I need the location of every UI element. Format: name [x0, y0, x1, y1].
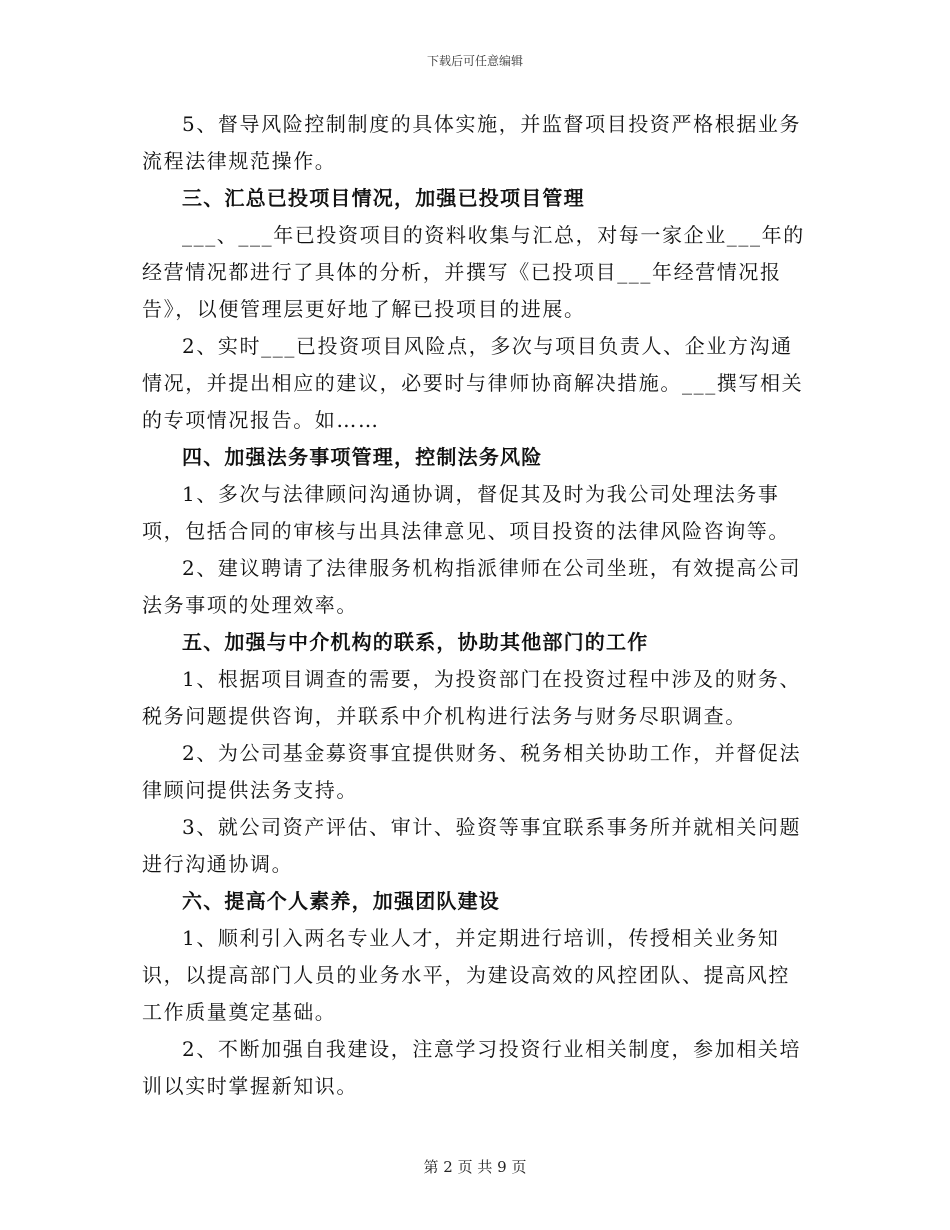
paragraph: 1、多次与法律顾问沟通协调，督促其及时为我公司处理法务事项，包括合同的审核与出具法律意见、项目投资的法律风险咨询等。 — [142, 482, 790, 543]
paragraph: 2、实时___已投资项目风险点，多次与项目负责人、企业方沟通情况，并提出相应的建议，必要时与律师协商解决措施。___撰写相关的专项情况报告。如…… — [142, 334, 804, 432]
document-body — [142, 106, 810, 1105]
paragraph: 2、不断加强自我建设，注意学习投资行业相关制度，参加相关培训以实时掌握新知识。 — [142, 1037, 802, 1098]
section-heading: 四、加强法务事项管理，控制法务风险 — [182, 445, 543, 469]
paragraph: 2、建议聘请了法律服务机构指派律师在公司坐班，有效提高公司法务事项的处理效率。 — [142, 556, 802, 617]
page-header-note: 下载后可任意编辑 — [426, 54, 523, 68]
paragraph: 3、就公司资产评估、审计、验资等事宜联系事务所并就相关问题进行沟通协调。 — [142, 815, 802, 876]
paragraph: 5、督导风险控制制度的具体实施，并监督项目投资严格根据业务流程法律规范操作。 — [142, 112, 802, 173]
paragraph: ___、___年已投资项目的资料收集与汇总，对每一家企业___年的经营情况都进行了具体的分析，并撰写《已投项目___年经营情况报告》，以便管理层更好地了解已投项目的进展。 — [142, 223, 805, 321]
section-heading: 六、提高个人素养，加强团队建设 — [182, 889, 500, 913]
paragraph: 2、为公司基金募资事宜提供财务、税务相关协助工作，并督促法律顾问提供法务支持。 — [142, 741, 802, 802]
section-heading: 三、汇总已投项目情况，加强已投项目管理 — [182, 186, 585, 210]
section-heading: 五、加强与中介机构的联系，协助其他部门的工作 — [182, 630, 649, 654]
paragraph: 1、顺利引入两名专业人才，并定期进行培训，传授相关业务知识，以提高部门人员的业务水平，为建设高效的风控团队、提高风控工作质量奠定基础。 — [142, 926, 790, 1024]
paragraph: 1、根据项目调查的需要，为投资部门在投资过程中涉及的财务、税务问题提供咨询，并联系中介机构进行法务与财务尽职调查。 — [142, 667, 802, 728]
page-number: 第 2 页 共 9 页 — [423, 1158, 527, 1176]
